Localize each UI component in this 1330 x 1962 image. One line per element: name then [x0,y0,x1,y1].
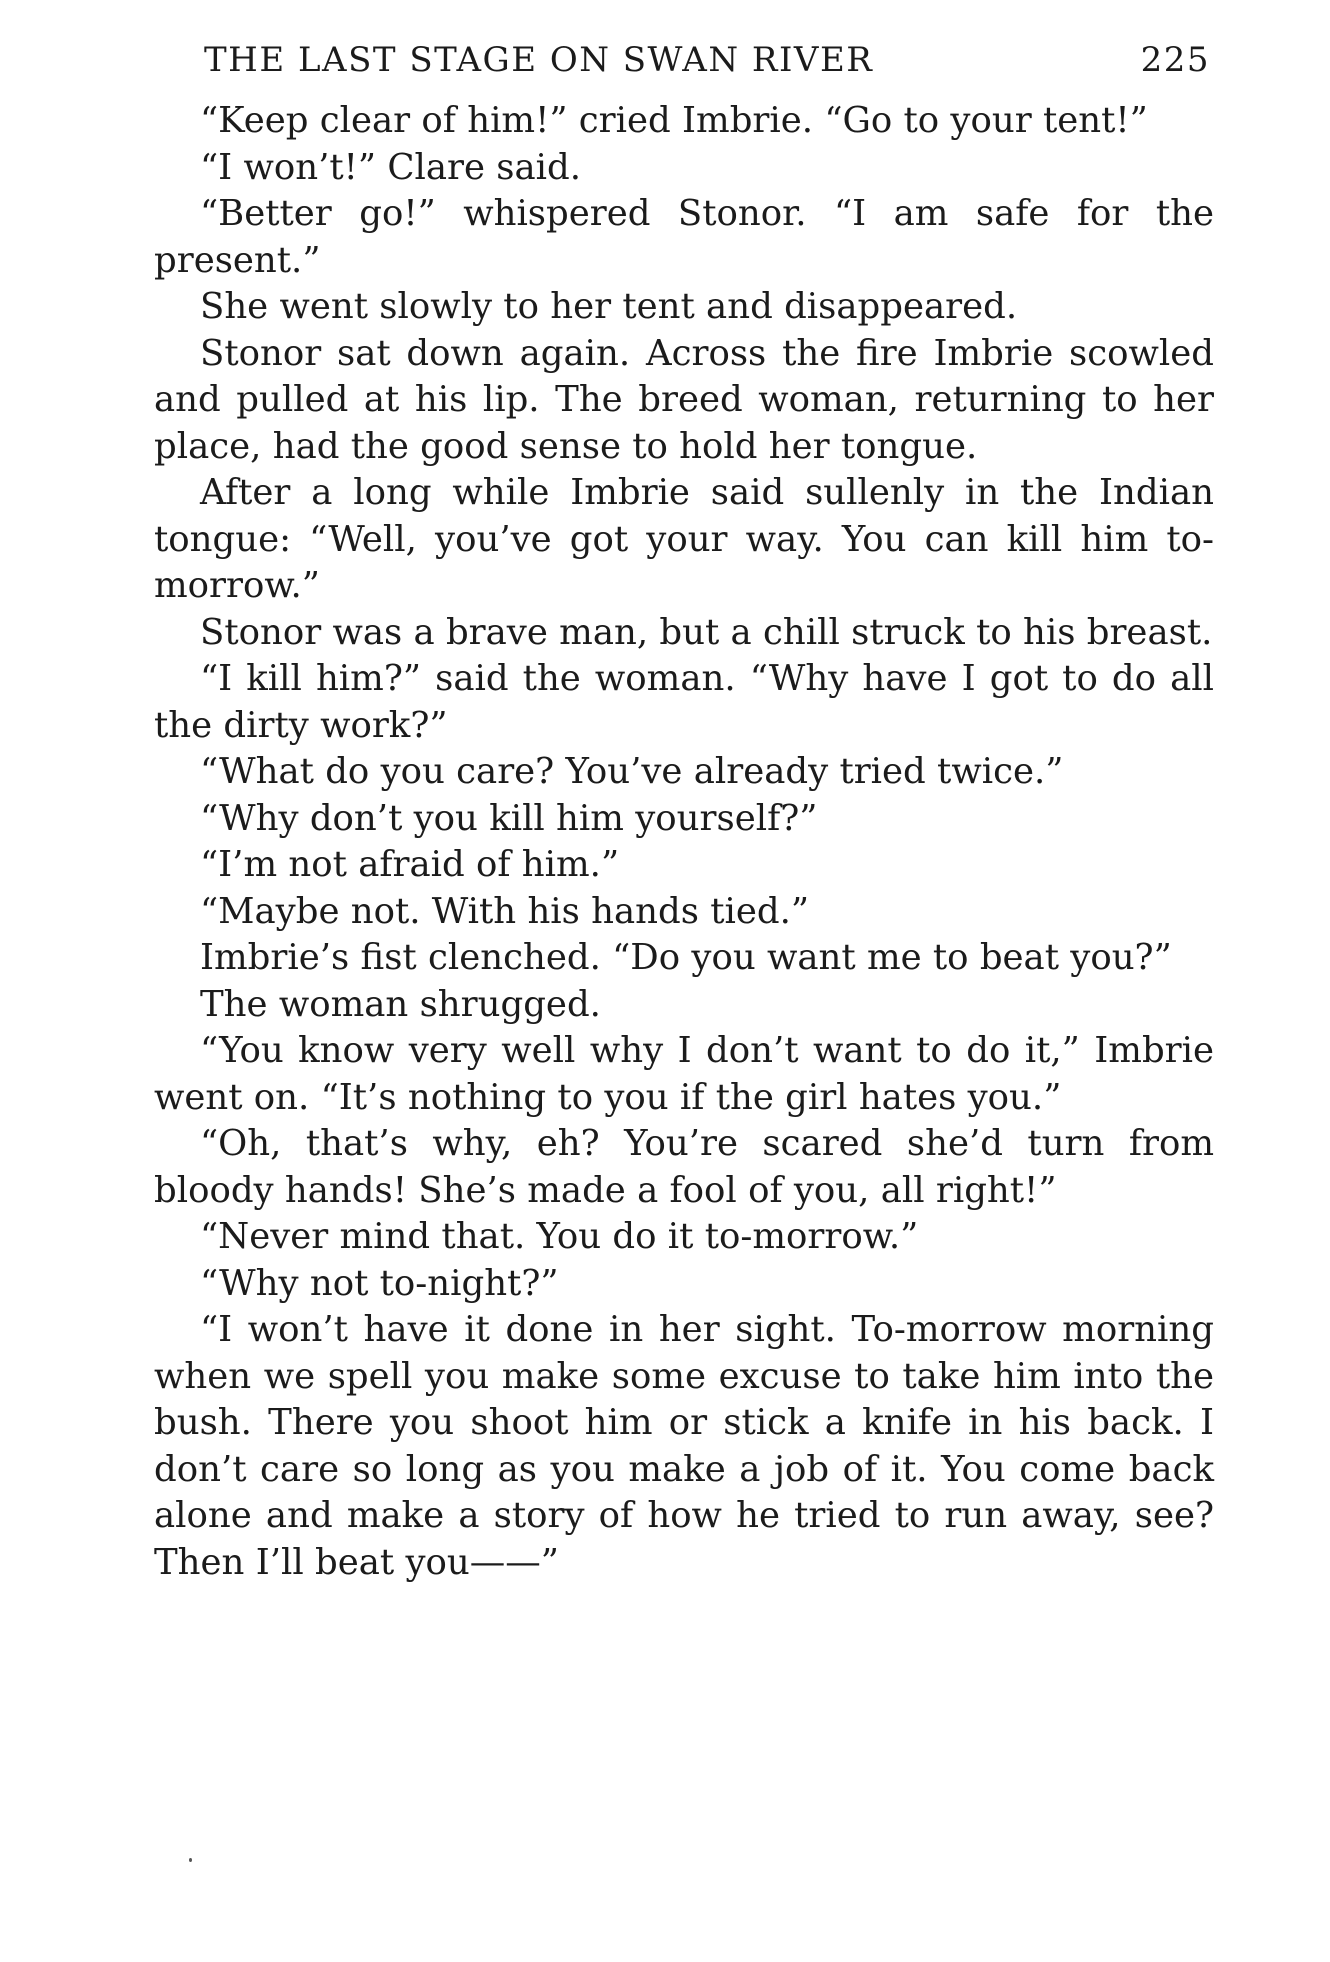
paragraph: “Never mind that. You do it to-morrow.” [200,1216,919,1257]
running-header [154,40,1214,90]
paragraph: “What do you care? You’ve already tried twice.” [200,751,1064,792]
paragraph: “Maybe not. With his hands tied.” [200,890,810,932]
paragraph: Stonor sat down again. Across the fire Imbrie scowled and pulled at his lip. The breed woman, returning to her place, had the good sense to hold her tongue. [154,332,1214,467]
running-title: THE LAST STAGE ON SWAN RIVER [204,40,874,80]
paragraph: Imbrie’s fist clenched. “Do you want me to beat you?” [200,937,1172,978]
print-speck [189,1858,192,1862]
paragraph: “I’m not afraid of him.” [200,844,620,885]
paragraph: “You know very well why I don’t want to do it,” Imbrie went on. “It’s nothing to you if the girl hates you.” [154,1030,1214,1118]
paragraph: The woman shrugged. [200,983,601,1025]
paragraph: Stonor was a brave man, but a chill struck to his breast. [200,611,1213,653]
paragraph: “Better go!” whispered Stonor. “I am safe for the present.” [154,193,1214,281]
paragraph: “Why don’t you kill him yourself?” [200,797,818,839]
paragraph: She went slowly to her tent and disappeared. [200,286,1018,327]
page-number: 225 [1140,40,1210,80]
paragraph: “I kill him?” said the woman. “Why have I got to do all the dirty work?” [154,658,1214,746]
paragraph: “I won’t have it done in her sight. To-morrow morning when we spell you make some excuse to take him into the bush. There you shoot him or stick a knife in his back. I don’t care so long as you make a job of it. You come back alone and make a story of how he tried to run away, see? Then I’ll beat you——” [154,1309,1214,1583]
paragraph: “Keep clear of him!” cried Imbrie. “Go to your tent!” [200,100,1148,141]
paragraph: “Oh, that’s why, eh? You’re scared she’d turn from bloody hands! She’s made a fool of you, all right!” [154,1123,1214,1211]
paragraph: “I won’t!” Clare said. [200,146,582,188]
page-body [154,98,1214,1586]
book-page [154,40,1214,1586]
paragraph: After a long while Imbrie said sullenly in the Indian tongue: “Well, you’ve got your way. You can kill him to-morrow.” [154,472,1214,606]
paragraph: “Why not to-night?” [200,1262,559,1304]
